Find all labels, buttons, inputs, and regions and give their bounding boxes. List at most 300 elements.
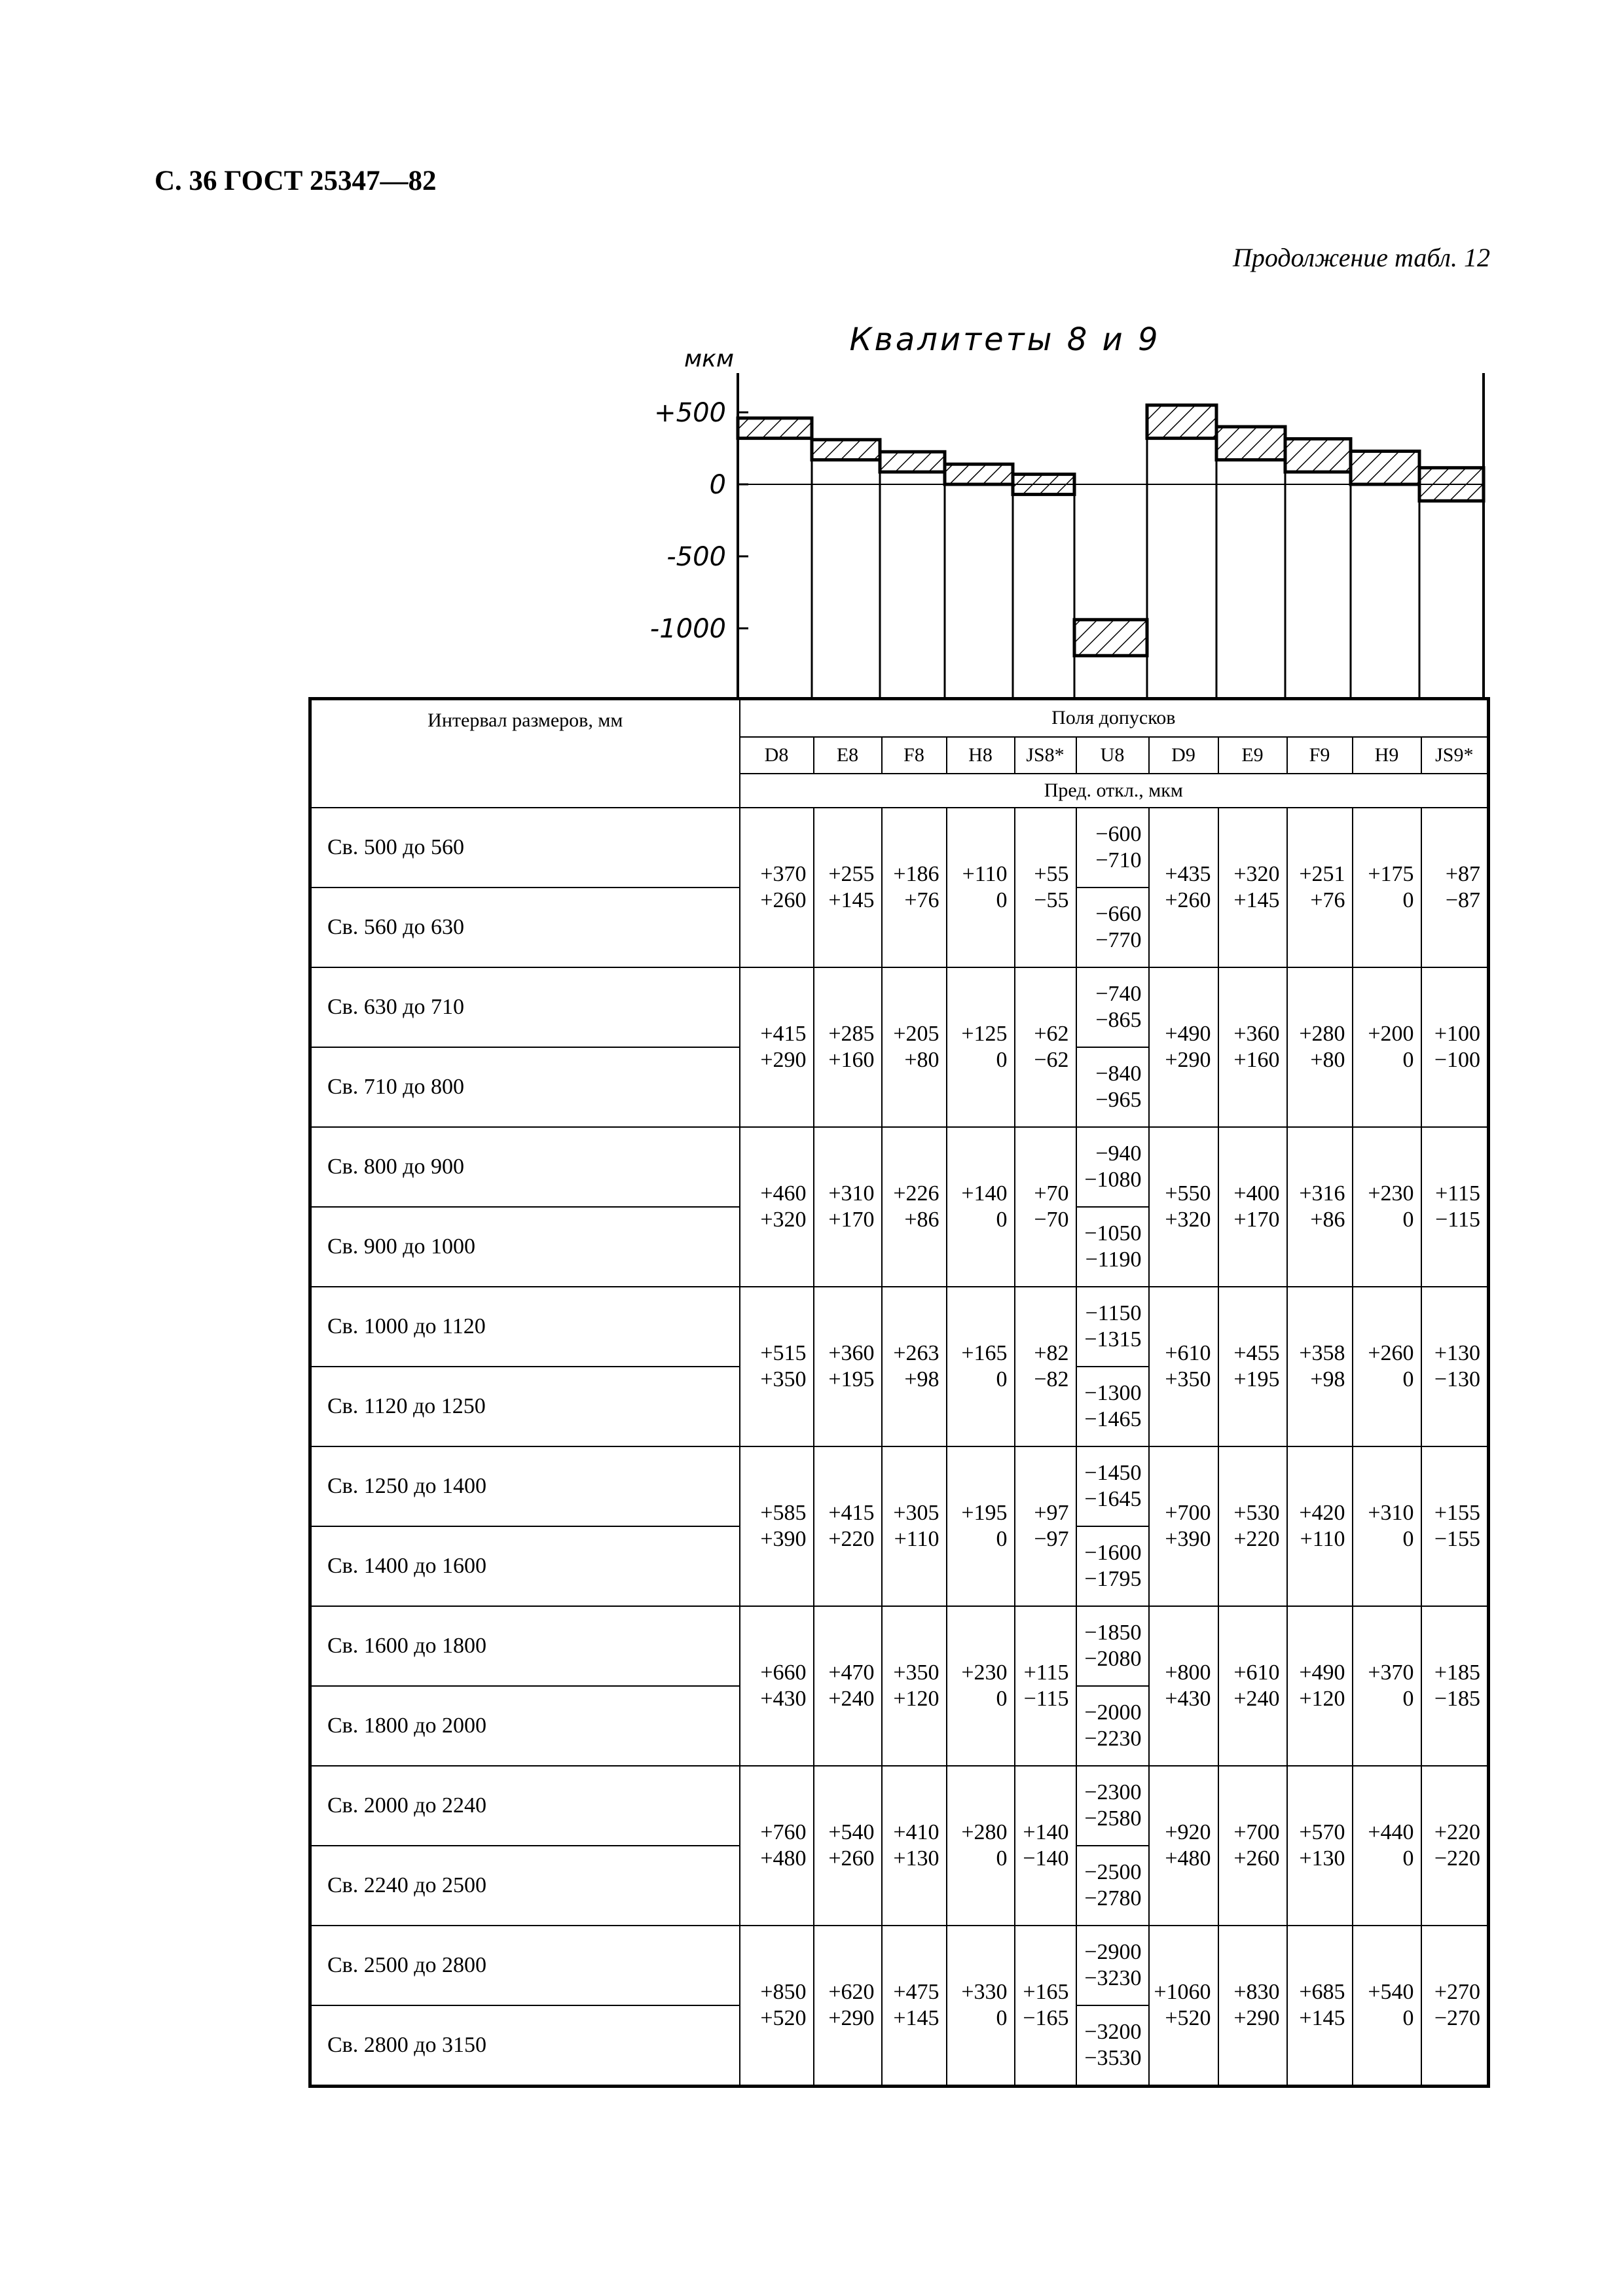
tolerance-table — [308, 697, 1490, 2088]
field-header-f9: F9 — [1287, 737, 1353, 774]
size-interval-row: Св. 900 до 1000 — [310, 1207, 740, 1287]
upper-deviation: +660 — [760, 1660, 807, 1685]
deviation-cell — [1421, 1606, 1489, 1766]
deviation-cell — [814, 967, 882, 1127]
tolerance-chart — [0, 0, 1623, 700]
lower-deviation: −220 — [1434, 1846, 1481, 1871]
deviation-cell — [740, 1446, 814, 1606]
deviation-cell — [947, 1766, 1015, 1926]
lower-deviation: −97 — [1034, 1526, 1069, 1551]
deviation-cell — [1287, 1766, 1353, 1926]
deviation-cell — [1421, 1766, 1489, 1926]
lower-deviation: −1190 — [1085, 1247, 1142, 1272]
deviation-cell — [1421, 967, 1489, 1127]
upper-deviation: +1060 — [1154, 1979, 1211, 2004]
upper-deviation: +130 — [1434, 1340, 1481, 1365]
lower-deviation: +320 — [1165, 1207, 1211, 1232]
u8-subrange — [1077, 1526, 1148, 1605]
upper-deviation: +140 — [1023, 1820, 1069, 1844]
lower-deviation: +430 — [1165, 1686, 1211, 1711]
lower-deviation: 0 — [1402, 1367, 1414, 1391]
upper-deviation: +455 — [1233, 1340, 1280, 1365]
upper-deviation: +515 — [760, 1340, 807, 1365]
lower-deviation: +120 — [893, 1686, 939, 1711]
tolerance-band-u8 — [1074, 620, 1147, 656]
upper-deviation: +230 — [961, 1660, 1008, 1685]
upper-deviation: +415 — [760, 1021, 807, 1046]
deviation-cell — [1149, 967, 1218, 1127]
deviation-cell — [1353, 967, 1421, 1127]
upper-deviation: +263 — [893, 1340, 939, 1365]
u8-subrange — [1077, 1845, 1148, 1925]
lower-deviation: +145 — [1233, 888, 1280, 912]
upper-deviation: +155 — [1434, 1500, 1481, 1525]
upper-deviation: +550 — [1165, 1181, 1211, 1206]
field-header-h8: H8 — [947, 737, 1015, 774]
deviation-cell — [1353, 1287, 1421, 1446]
deviation-cell — [814, 1287, 882, 1446]
deviation-cell — [882, 1606, 947, 1766]
tolerance-band-f9 — [1285, 439, 1351, 472]
u8-stack — [1077, 968, 1148, 1126]
deviation-cell — [814, 1926, 882, 2087]
deviation-cell — [1218, 967, 1287, 1127]
upper-deviation: +330 — [961, 1979, 1008, 2004]
u8-cell — [1076, 1127, 1149, 1287]
deviation-cell — [814, 808, 882, 967]
deviation-cell — [882, 1926, 947, 2087]
upper-deviation: +310 — [1368, 1500, 1414, 1525]
upper-deviation: +310 — [828, 1181, 875, 1206]
deviation-cell — [1353, 1606, 1421, 1766]
upper-deviation: +850 — [760, 1979, 807, 2004]
lower-deviation: −82 — [1034, 1367, 1069, 1391]
deviation-cell — [1218, 1766, 1287, 1926]
fields-header: Поля допусков — [740, 699, 1489, 737]
lower-deviation: +290 — [828, 2005, 875, 2030]
upper-deviation: +285 — [828, 1021, 875, 1046]
deviation-cell — [1149, 1606, 1218, 1766]
deviation-cell — [882, 1287, 947, 1446]
lower-deviation: +98 — [904, 1367, 939, 1391]
upper-deviation: +350 — [893, 1660, 939, 1685]
deviation-cell — [882, 808, 947, 967]
upper-deviation: +230 — [1368, 1181, 1414, 1206]
size-interval-row: Св. 1600 до 1800 — [310, 1606, 740, 1686]
tolerance-band-js8-star — [1013, 475, 1074, 495]
lower-deviation: 0 — [996, 2005, 1008, 2030]
upper-deviation: +490 — [1165, 1021, 1211, 1046]
lower-deviation: −2780 — [1084, 1886, 1142, 1910]
u8-cell — [1076, 967, 1149, 1127]
upper-deviation: −1150 — [1085, 1300, 1142, 1325]
upper-deviation: +280 — [961, 1820, 1008, 1844]
deviation-cell — [882, 1766, 947, 1926]
lower-deviation: +260 — [1165, 888, 1211, 912]
u8-subrange — [1077, 1767, 1148, 1845]
upper-deviation: +251 — [1299, 861, 1345, 886]
u8-cell — [1076, 1606, 1149, 1766]
tolerance-band-js9-star — [1419, 468, 1484, 501]
upper-deviation: +305 — [893, 1500, 939, 1525]
field-header-js9-star: JS9* — [1421, 737, 1489, 774]
deviation-cell — [1218, 1287, 1287, 1446]
upper-deviation: −2300 — [1084, 1780, 1142, 1804]
upper-deviation: +360 — [828, 1340, 875, 1365]
upper-deviation: +255 — [828, 861, 875, 886]
lower-deviation: −155 — [1434, 1526, 1481, 1551]
lower-deviation: +480 — [1165, 1846, 1211, 1871]
u8-subrange — [1077, 887, 1148, 967]
lower-deviation: 0 — [996, 1047, 1008, 1072]
size-interval-row: Св. 1120 до 1250 — [310, 1367, 740, 1446]
upper-deviation: +370 — [760, 861, 807, 886]
lower-deviation: −87 — [1445, 888, 1481, 912]
lower-deviation: −270 — [1434, 2005, 1481, 2030]
size-interval-row: Св. 1000 до 1120 — [310, 1287, 740, 1367]
upper-deviation: −1850 — [1084, 1620, 1142, 1645]
deviation-cell — [1287, 808, 1353, 967]
upper-deviation: +585 — [760, 1500, 807, 1525]
upper-deviation: +530 — [1233, 1500, 1280, 1525]
upper-deviation: +540 — [1368, 1979, 1414, 2004]
y-tick-label: 0 — [709, 470, 726, 500]
deviation-cell — [1353, 1926, 1421, 2087]
deviation-cell — [814, 1446, 882, 1606]
lower-deviation: +260 — [828, 1846, 875, 1871]
lower-deviation: 0 — [1402, 1047, 1414, 1072]
upper-deviation: −2000 — [1084, 1700, 1142, 1725]
deviation-cell — [947, 1287, 1015, 1446]
deviation-cell — [1353, 1766, 1421, 1926]
deviation-cell — [1218, 1446, 1287, 1606]
deviation-cell — [814, 1766, 882, 1926]
lower-deviation: +160 — [828, 1047, 875, 1072]
deviation-cell — [1287, 1606, 1353, 1766]
deviation-cell — [1218, 808, 1287, 967]
lower-deviation: +290 — [1233, 2005, 1280, 2030]
upper-deviation: +316 — [1299, 1181, 1345, 1206]
deviation-cell — [947, 1606, 1015, 1766]
lower-deviation: −2230 — [1084, 1726, 1142, 1751]
deviation-cell — [1015, 967, 1076, 1127]
upper-deviation: +460 — [760, 1181, 807, 1206]
lower-deviation: −1080 — [1084, 1167, 1142, 1192]
lower-deviation: 0 — [996, 1526, 1008, 1551]
u8-stack — [1077, 1767, 1148, 1925]
upper-deviation: +760 — [760, 1820, 807, 1844]
lower-deviation: −2080 — [1084, 1646, 1142, 1671]
upper-deviation: +226 — [893, 1181, 939, 1206]
interval-header: Интервал размеров, мм — [310, 699, 740, 808]
upper-deviation: +610 — [1165, 1340, 1211, 1365]
upper-deviation: −1450 — [1084, 1460, 1142, 1485]
upper-deviation: +440 — [1368, 1820, 1414, 1844]
y-tick-label: -500 — [666, 542, 726, 572]
deviation-cell — [1218, 1127, 1287, 1287]
lower-deviation: −965 — [1095, 1087, 1142, 1112]
lower-deviation: 0 — [996, 888, 1008, 912]
upper-deviation: −2500 — [1084, 1859, 1142, 1884]
size-interval-row: Св. 1800 до 2000 — [310, 1686, 740, 1766]
deviation-cell — [947, 1446, 1015, 1606]
lower-deviation: 0 — [1402, 1846, 1414, 1871]
lower-deviation: −70 — [1034, 1207, 1069, 1232]
u8-subrange — [1077, 2005, 1148, 2085]
deviation-cell — [1149, 808, 1218, 967]
upper-deviation: +260 — [1368, 1340, 1414, 1365]
size-interval-row: Св. 710 до 800 — [310, 1047, 740, 1127]
lower-deviation: +170 — [1233, 1207, 1280, 1232]
tolerance-band-d9 — [1147, 405, 1216, 439]
deviation-cell — [1353, 808, 1421, 967]
upper-deviation: +370 — [1368, 1660, 1414, 1685]
upper-deviation: +920 — [1165, 1820, 1211, 1844]
u8-cell — [1076, 1446, 1149, 1606]
u8-subrange — [1077, 1926, 1148, 2005]
deviation-cell — [1421, 1127, 1489, 1287]
lower-deviation: +260 — [760, 888, 807, 912]
lower-deviation: 0 — [1402, 2005, 1414, 2030]
upper-deviation: +420 — [1299, 1500, 1345, 1525]
lower-deviation: +76 — [1310, 888, 1345, 912]
upper-deviation: +110 — [962, 861, 1008, 886]
lower-deviation: +480 — [760, 1846, 807, 1871]
lower-deviation: +145 — [1299, 2005, 1345, 2030]
lower-deviation: −185 — [1434, 1686, 1481, 1711]
upper-deviation: +320 — [1233, 861, 1280, 886]
deviation-cell — [1015, 1606, 1076, 1766]
upper-deviation: +115 — [1435, 1181, 1481, 1206]
lower-deviation: +80 — [1310, 1047, 1345, 1072]
deviation-cell — [740, 1926, 814, 2087]
field-header-d8: D8 — [740, 737, 814, 774]
upper-deviation: +400 — [1233, 1181, 1280, 1206]
u8-stack — [1077, 808, 1148, 967]
deviation-cell — [1353, 1127, 1421, 1287]
upper-deviation: +165 — [961, 1340, 1008, 1365]
lower-deviation: 0 — [1402, 1686, 1414, 1711]
deviation-cell — [1149, 1766, 1218, 1926]
deviation-cell — [947, 1926, 1015, 2087]
lower-deviation: −55 — [1034, 888, 1069, 912]
page-header: С. 36 ГОСТ 25347—82 — [155, 166, 437, 196]
deviation-cell — [882, 1446, 947, 1606]
units-header: Пред. откл., мкм — [740, 774, 1489, 808]
deviation-cell — [1287, 1926, 1353, 2087]
table-continuation-note: Продолжение табл. 12 — [1232, 243, 1490, 272]
lower-deviation: 0 — [1402, 888, 1414, 912]
deviation-cell — [740, 1606, 814, 1766]
upper-deviation: +200 — [1368, 1021, 1414, 1046]
upper-deviation: +220 — [1434, 1820, 1481, 1844]
field-header-h9: H9 — [1353, 737, 1421, 774]
u8-cell — [1076, 1287, 1149, 1446]
deviation-cell — [1015, 808, 1076, 967]
lower-deviation: −115 — [1435, 1207, 1481, 1232]
lower-deviation: +220 — [1233, 1526, 1280, 1551]
u8-subrange — [1077, 1447, 1148, 1526]
u8-stack — [1077, 1447, 1148, 1605]
upper-deviation: +830 — [1233, 1979, 1280, 2004]
size-interval-row: Св. 2800 до 3150 — [310, 2005, 740, 2086]
deviation-cell — [947, 808, 1015, 967]
field-header-e9: E9 — [1218, 737, 1287, 774]
deviation-cell — [1015, 1926, 1076, 2087]
upper-deviation: +540 — [828, 1820, 875, 1844]
deviation-cell — [1149, 1926, 1218, 2087]
upper-deviation: +415 — [828, 1500, 875, 1525]
lower-deviation: +520 — [760, 2005, 807, 2030]
lower-deviation: +130 — [1299, 1846, 1345, 1871]
lower-deviation: −3530 — [1084, 2045, 1142, 2070]
lower-deviation: +130 — [893, 1846, 939, 1871]
u8-cell — [1076, 808, 1149, 967]
lower-deviation: −710 — [1095, 848, 1142, 872]
u8-subrange — [1077, 1128, 1148, 1206]
deviation-cell — [1287, 967, 1353, 1127]
deviation-cell — [1149, 1287, 1218, 1446]
lower-deviation: −115 — [1023, 1686, 1069, 1711]
upper-deviation: +358 — [1299, 1340, 1345, 1365]
u8-subrange — [1077, 968, 1148, 1047]
lower-deviation: +98 — [1310, 1367, 1345, 1391]
lower-deviation: 0 — [996, 1846, 1008, 1871]
upper-deviation: +205 — [893, 1021, 939, 1046]
field-header-f8: F8 — [882, 737, 947, 774]
deviation-cell — [1287, 1287, 1353, 1446]
deviation-cell — [1015, 1127, 1076, 1287]
upper-deviation: +175 — [1368, 861, 1414, 886]
deviation-cell — [1015, 1287, 1076, 1446]
upper-deviation: −1600 — [1084, 1540, 1142, 1565]
lower-deviation: +120 — [1299, 1686, 1345, 1711]
upper-deviation: +55 — [1034, 861, 1069, 886]
u8-subrange — [1077, 1047, 1148, 1126]
deviation-cell — [1218, 1606, 1287, 1766]
deviation-cell — [947, 1127, 1015, 1287]
size-interval-row: Св. 1250 до 1400 — [310, 1446, 740, 1526]
deviation-cell — [1218, 1926, 1287, 2087]
deviation-cell — [1287, 1127, 1353, 1287]
upper-deviation: +570 — [1299, 1820, 1345, 1844]
size-interval-row: Св. 2000 до 2240 — [310, 1766, 740, 1846]
size-interval-row: Св. 560 до 630 — [310, 888, 740, 967]
lower-deviation: +390 — [1165, 1526, 1211, 1551]
upper-deviation: +435 — [1165, 861, 1211, 886]
deviation-cell — [740, 1127, 814, 1287]
size-interval-row: Св. 1400 до 1600 — [310, 1526, 740, 1606]
upper-deviation: +270 — [1434, 1979, 1481, 2004]
upper-deviation: +280 — [1299, 1021, 1345, 1046]
lower-deviation: −62 — [1034, 1047, 1069, 1072]
upper-deviation: +140 — [961, 1181, 1008, 1206]
deviation-cell — [1421, 1287, 1489, 1446]
lower-deviation: −865 — [1095, 1007, 1142, 1032]
lower-deviation: +240 — [1233, 1686, 1280, 1711]
upper-deviation: −2900 — [1084, 1939, 1142, 1964]
tolerance-band-e9 — [1216, 427, 1285, 460]
chart-title: Квалитеты 8 и 9 — [849, 321, 1161, 358]
u8-subrange — [1077, 808, 1148, 887]
u8-stack — [1077, 1287, 1148, 1446]
deviation-cell — [814, 1606, 882, 1766]
lower-deviation: −770 — [1095, 927, 1142, 952]
lower-deviation: −140 — [1023, 1846, 1069, 1871]
lower-deviation: 0 — [996, 1207, 1008, 1232]
lower-deviation: −2580 — [1084, 1806, 1142, 1831]
lower-deviation: +110 — [1300, 1526, 1345, 1551]
upper-deviation: −840 — [1095, 1061, 1142, 1086]
upper-deviation: +82 — [1034, 1340, 1069, 1365]
upper-deviation: +700 — [1165, 1500, 1211, 1525]
lower-deviation: +76 — [904, 888, 939, 912]
lower-deviation: +520 — [1165, 2005, 1211, 2030]
u8-stack — [1077, 1128, 1148, 1286]
lower-deviation: +240 — [828, 1686, 875, 1711]
upper-deviation: +475 — [893, 1979, 939, 2004]
deviation-cell — [1015, 1766, 1076, 1926]
tolerance-band-h9 — [1351, 451, 1419, 484]
size-interval-row: Св. 2240 до 2500 — [310, 1846, 740, 1926]
lower-deviation: −130 — [1434, 1367, 1481, 1391]
field-header-js8-star: JS8* — [1015, 737, 1076, 774]
lower-deviation: +390 — [760, 1526, 807, 1551]
u8-subrange — [1077, 1366, 1148, 1446]
upper-deviation: +125 — [961, 1021, 1008, 1046]
deviation-cell — [740, 967, 814, 1127]
upper-deviation: +620 — [828, 1979, 875, 2004]
upper-deviation: +165 — [1023, 1979, 1069, 2004]
u8-subrange — [1077, 1607, 1148, 1685]
field-header-u8: U8 — [1076, 737, 1149, 774]
deviation-cell — [947, 967, 1015, 1127]
lower-deviation: +86 — [904, 1207, 939, 1232]
upper-deviation: +186 — [893, 861, 939, 886]
field-header-e8: E8 — [814, 737, 882, 774]
lower-deviation: +260 — [1233, 1846, 1280, 1871]
tolerance-band-d8 — [738, 418, 812, 439]
deviation-cell — [1287, 1446, 1353, 1606]
lower-deviation: +290 — [1165, 1047, 1211, 1072]
deviation-cell — [1421, 1446, 1489, 1606]
u8-cell — [1076, 1926, 1149, 2087]
upper-deviation: +470 — [828, 1660, 875, 1685]
size-interval-row: Св. 2500 до 2800 — [310, 1926, 740, 2006]
upper-deviation: +87 — [1445, 861, 1481, 886]
upper-deviation: +97 — [1034, 1500, 1069, 1525]
y-axis-unit: мкм — [684, 346, 735, 372]
upper-deviation: +410 — [893, 1820, 939, 1844]
y-tick-label: -1000 — [649, 614, 726, 644]
upper-deviation: −1300 — [1084, 1380, 1142, 1405]
deviation-cell — [1421, 1926, 1489, 2087]
u8-stack — [1077, 1607, 1148, 1765]
upper-deviation: +70 — [1034, 1181, 1069, 1206]
lower-deviation: +350 — [760, 1367, 807, 1391]
upper-deviation: −1050 — [1084, 1221, 1142, 1246]
upper-deviation: +610 — [1233, 1660, 1280, 1685]
upper-deviation: +195 — [961, 1500, 1008, 1525]
lower-deviation: +170 — [828, 1207, 875, 1232]
lower-deviation: +220 — [828, 1526, 875, 1551]
deviation-cell — [814, 1127, 882, 1287]
lower-deviation: +195 — [828, 1367, 875, 1391]
lower-deviation: +350 — [1165, 1367, 1211, 1391]
tolerance-band-e8 — [812, 440, 880, 460]
upper-deviation: +62 — [1034, 1021, 1069, 1046]
lower-deviation: −3230 — [1084, 1965, 1142, 1990]
